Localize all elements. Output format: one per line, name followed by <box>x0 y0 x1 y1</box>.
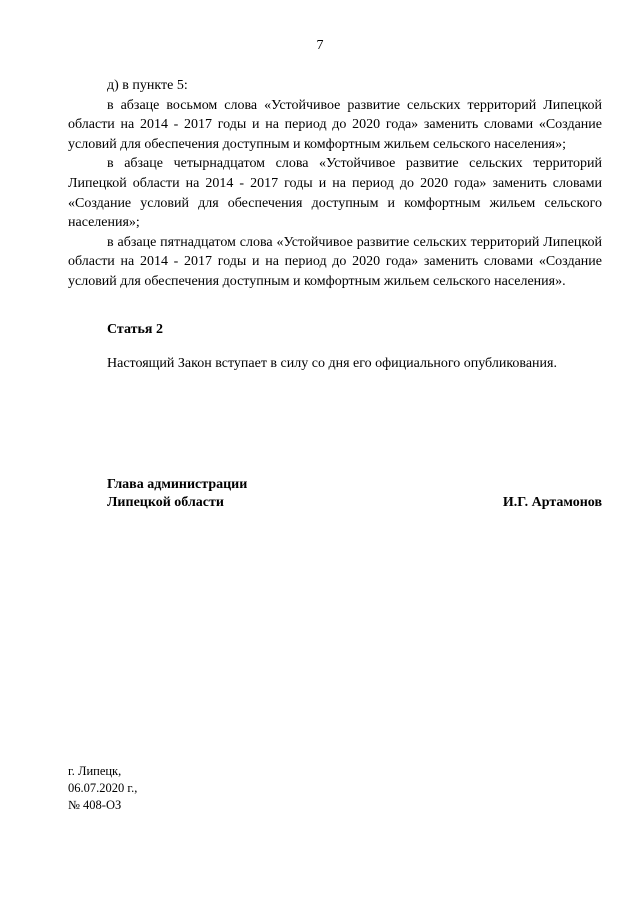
article-title: Статья 2 <box>107 322 163 337</box>
amendment-intro: д) в пункте 5: <box>107 78 188 93</box>
footer-city: г. Липецк, <box>68 764 122 778</box>
amendment-paragraph-15: в абзаце пятнадцатом слова «Устойчивое развитие сельских территорий Липецкой области на 2014 - 2017 годы и на период до 2020 года» заменить словами «Создание условий для обеспечения доступным и комфортным жильем сельского населения». <box>68 234 602 289</box>
signatory-name: И.Г. Артамонов <box>502 495 602 510</box>
article-text: Настоящий Закон вступает в силу со дня его официального опубликования. <box>107 356 557 371</box>
amendment-paragraph-8: в абзаце восьмом слова «Устойчивое развитие сельских территорий Липецкой области на 2014 - 2017 годы и на период до 2020 года» заменить словами «Создание условий для обеспечения доступным и комфортным жильем сельского населения»; <box>68 97 602 152</box>
signatory-position-line-1: Глава администрации <box>107 477 248 492</box>
page-number: 7 <box>316 38 324 53</box>
footer-date: 06.07.2020 г., <box>68 781 138 795</box>
amendment-body <box>68 76 602 292</box>
document-footer <box>68 763 137 814</box>
footer-law-number: № 408-ОЗ <box>68 798 122 812</box>
signatory-position-line-2: Липецкой области <box>107 495 224 510</box>
amendment-paragraph-14: в абзаце четырнадцатом слова «Устойчивое развитие сельских территорий Липецкой области на 2014 - 2017 годы и на период до 2020 года» заменить словами «Создание условий для обеспечения доступным и комфортным жильем сельского населения»; <box>68 156 602 231</box>
